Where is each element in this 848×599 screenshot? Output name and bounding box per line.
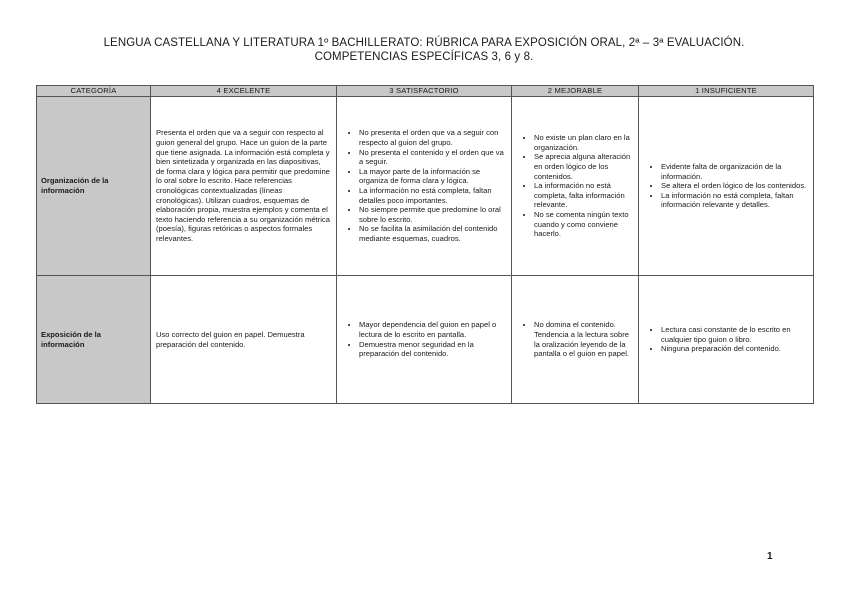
title-line-2: COMPETENCIAS ESPECÍFICAS 3, 6 y 8. <box>314 51 534 63</box>
list-item: • No presenta el contenido y el orden que va a seguir. <box>359 148 506 167</box>
list-item: • Ninguna preparación del contenido. <box>661 344 808 354</box>
criteria-list <box>644 325 808 354</box>
header-mejorable: 2 MEJORABLE <box>512 86 639 97</box>
list-item: • No presenta el orden que va a seguir con respecto al guion del grupo. <box>359 128 506 147</box>
criteria-list <box>342 128 506 243</box>
list-item: • La información no está completa, faltan información relevante y detalles. <box>661 191 808 210</box>
rubric-table <box>36 85 814 404</box>
list-item: • No domina el contenido. Tendencia a la lectura sobre la oralización leyendo de la pantalla o el guion en papel. <box>534 320 633 358</box>
list-item: • No se comenta ningún texto cuando y como conviene hacerlo. <box>534 210 633 239</box>
list-item: • Lectura casi constante de lo escrito en cualquier tipo guion o libro. <box>661 325 808 344</box>
list-item: • Se altera el orden lógico de los contenidos. <box>661 181 808 191</box>
table-row <box>37 276 814 404</box>
page-number: 1 <box>767 551 773 562</box>
excelente-cell: Presenta el orden que va a seguir con respecto al guion general del grupo. Hace un guion de la parte que tiene asignada. La información está completa y bien sintetizada y organizada en las diapositivas, de forma clara y lógica para permitir que predomine lo oral sobre lo escrito. Hace referencias cronológicas contextualizadas (líneas cronológicas). Utilizan cuadros, esquemas de elaboración propia, muestra ejemplos y comenta el texto haciendo referencia a su organización métrica (poesía), figuras retóricas o aspectos formales relevantes. <box>151 97 337 276</box>
list-item: • La mayor parte de la información se organiza de forma clara y lógica. <box>359 167 506 186</box>
header-categoria: CATEGORÍA <box>37 86 151 97</box>
list-item: • Demuestra menor seguridad en la preparación del contenido. <box>359 340 506 359</box>
list-item: • La información no está completa, falta información relevante. <box>534 181 633 210</box>
list-item: • Se aprecia alguna alteración en orden lógico de los contenidos. <box>534 152 633 181</box>
criteria-list <box>517 320 633 358</box>
header-excelente: 4 EXCELENTE <box>151 86 337 97</box>
title-line-1: LENGUA CASTELLANA Y LITERATURA 1º BACHILLERATO: RÚBRICA PARA EXPOSICIÓN ORAL, 2ª – 3ª EVALUACIÓN. <box>103 37 745 49</box>
list-item: • Mayor dependencia del guion en papel o lectura de lo escrito en pantalla. <box>359 320 506 339</box>
header-insuficiente: 1 INSUFICIENTE <box>639 86 814 97</box>
table-row <box>37 97 814 276</box>
category-cell: Organización de la información <box>37 97 151 276</box>
satisfactorio-cell <box>337 97 512 276</box>
insuficiente-cell <box>639 276 814 404</box>
list-item: • No se facilita la asimilación del contenido mediante esquemas, cuadros. <box>359 224 506 243</box>
list-item: • No siempre permite que predomine lo oral sobre lo escrito. <box>359 205 506 224</box>
insuficiente-cell <box>639 97 814 276</box>
satisfactorio-cell <box>337 276 512 404</box>
list-item: • Evidente falta de organización de la información. <box>661 162 808 181</box>
mejorable-cell <box>512 276 639 404</box>
list-item: • No existe un plan claro en la organización. <box>534 133 633 152</box>
criteria-list <box>517 133 633 239</box>
header-row <box>37 86 814 97</box>
category-cell: Exposición de la información <box>37 276 151 404</box>
excelente-cell: Uso correcto del guion en papel. Demuestra preparación del contenido. <box>151 276 337 404</box>
header-satisfactorio: 3 SATISFACTORIO <box>337 86 512 97</box>
criteria-list <box>644 162 808 210</box>
criteria-list <box>342 320 506 358</box>
mejorable-cell <box>512 97 639 276</box>
list-item: • La información no está completa, faltan detalles poco importantes. <box>359 186 506 205</box>
document-title <box>0 36 848 64</box>
